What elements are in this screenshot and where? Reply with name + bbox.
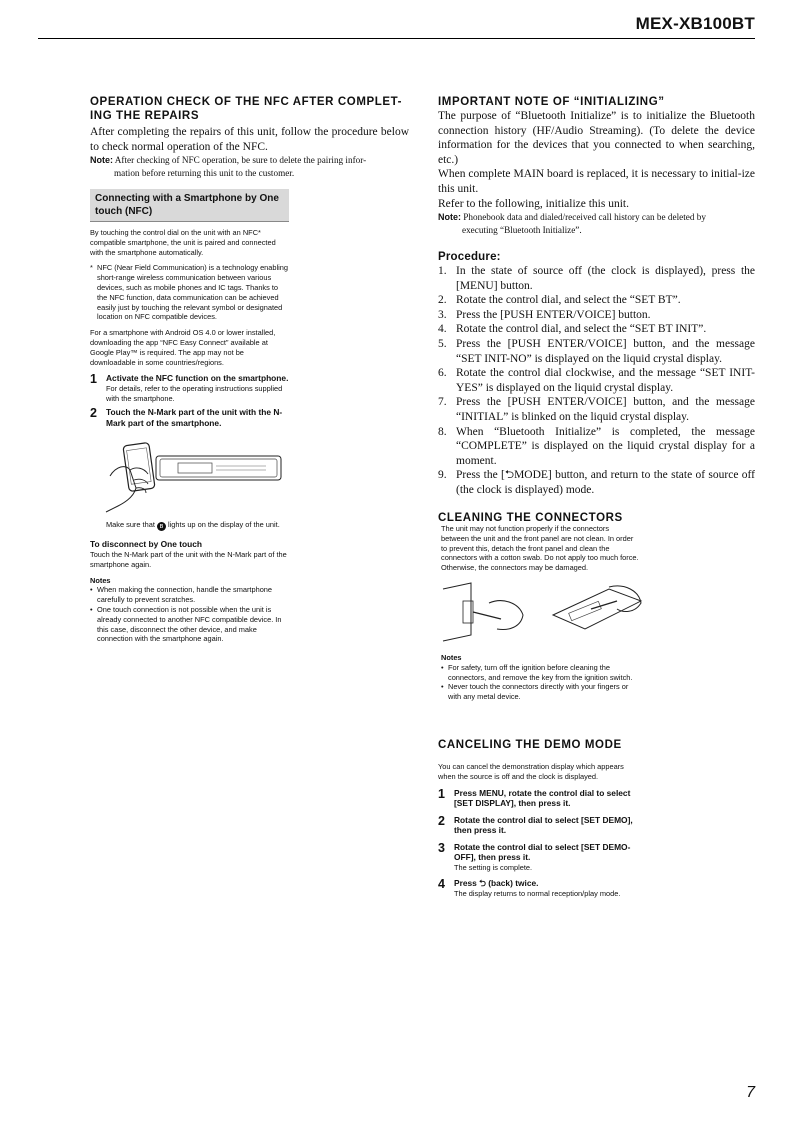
procedure-step: 1. In the state of source off (the clock is displayed), press the [MENU] button. bbox=[438, 264, 755, 292]
cleaning-note-item: • Never touch the connectors directly with your fingers or with any metal device. bbox=[441, 682, 629, 702]
procedure-list bbox=[438, 264, 755, 498]
procedure-step: 4. Rotate the control dial, and select the “SET BT INIT”. bbox=[438, 323, 707, 336]
model-header: MEX-XB100BT bbox=[635, 14, 755, 33]
procedure-step: 9. Press the [⮌MODE] button, and return to the state of source off (the clock is displayed) mode. bbox=[438, 469, 755, 496]
nfc-check-section bbox=[90, 95, 409, 179]
android-note: For a smartphone with Android OS 4.0 or lower installed, downloading the app “NFC Easy Connect” available at Google Play™ is required. The app may not be downloadable in some countries/regions. bbox=[90, 328, 276, 367]
cleaning-text: The unit may not function properly if the connectors between the unit and the front panel are not clean. In order to prevent this, detach the front panel and clean the connectors with a cotton swab. Do not apply too much force. Otherwise, the connectors may be damaged. bbox=[441, 524, 639, 573]
nfc-step-1: 1 Activate the NFC function on the smartphone. For details, refer to the operating instructions supplied with the smartphone. bbox=[90, 372, 289, 403]
demo-step: 4 Press ⮌ (back) twice. The display returns to normal reception/play mode. bbox=[438, 877, 621, 898]
left-column bbox=[90, 95, 409, 179]
procedure-step: 3. Press the [PUSH ENTER/VOICE] button. bbox=[438, 308, 651, 321]
bluetooth-icon: ʙ bbox=[157, 522, 166, 531]
procedure-title: Procedure: bbox=[438, 250, 501, 263]
init-p3: Refer to the following, initialize this unit. bbox=[438, 197, 629, 210]
demo-step: 3 Rotate the control dial to select [SET DEMO-OFF], then press it. The setting is complete. bbox=[438, 840, 631, 872]
demo-title: CANCELING THE DEMO MODE bbox=[438, 739, 622, 751]
procedure-step: 2. Rotate the control dial, and select the “SET BT”. bbox=[438, 294, 681, 307]
right-column bbox=[438, 95, 755, 525]
nfc-check-title: OPERATION CHECK OF THE NFC AFTER COMPLET- ING THE REPAIRS bbox=[90, 96, 403, 122]
back-icon: ⮌ bbox=[479, 878, 486, 889]
procedure-step: 6. Rotate the control dial clockwise, and the message “SET INIT-YES” is displayed on the liquid crystal display. bbox=[438, 367, 755, 394]
cleaning-title: CLEANING THE CONNECTORS bbox=[438, 512, 623, 525]
cleaning-note-item: • For safety, turn off the ignition before cleaning the connectors, and remove the key from the ignition switch. bbox=[441, 662, 633, 682]
nfc-touch-illustration bbox=[96, 436, 286, 514]
cleaning-section bbox=[441, 524, 639, 702]
demo-section bbox=[438, 738, 638, 899]
nfc-intro: By touching the control dial on the unit with an NFC* compatible smartphone, the unit is paired and connected with the smartphone automatically. bbox=[90, 228, 276, 257]
cleaning-notes-title: Notes bbox=[441, 652, 462, 662]
nfc-check-note: Note: After checking of NFC operation, be sure to delete the pairing infor- mation before returning this unit to the customer. bbox=[90, 155, 367, 178]
procedure-step: 7. Press the [PUSH ENTER/VOICE] button, and the message “INITIAL” is blinked on the liquid crystal display. bbox=[438, 396, 755, 423]
cleaning-illustration bbox=[441, 579, 661, 649]
demo-step: 2 Rotate the control dial to select [SET DEMO], then press it. bbox=[438, 813, 633, 836]
nfc-box-heading: Connecting with a Smartphone by One touch (NFC) bbox=[90, 189, 289, 222]
back-arrow-icon: ⮌ bbox=[504, 469, 515, 482]
procedure-step: 5. Press the [PUSH ENTER/VOICE] button, and the message “SET INIT-NO” is displayed on the liquid crystal display. bbox=[438, 337, 755, 365]
init-title: IMPORTANT NOTE OF “INITIALIZING” bbox=[438, 96, 665, 108]
header-rule bbox=[38, 38, 755, 39]
disconnect-title: To disconnect by One touch bbox=[90, 539, 202, 550]
page-number: 7 bbox=[746, 1084, 755, 1101]
init-note: Note: Phonebook data and dialed/received call history can be deleted by executing “Bluetooth Initialize”. bbox=[438, 212, 706, 235]
nfc-note-item: • When making the connection, handle the smartphone carefully to prevent scratches. bbox=[90, 585, 273, 605]
procedure-step: 8. When “Bluetooth Initialize” is completed, the message “COMPLETE” is displayed on the liquid crystal display for a moment. bbox=[438, 425, 755, 467]
init-p1: The purpose of “Bluetooth Initialize” is to initialize the Bluetooth connection history (HF/Audio Streaming). (To delete the device information for the devices that you connected to when searching, etc.) bbox=[438, 110, 755, 166]
nfc-notes-title: Notes bbox=[90, 575, 111, 585]
nfc-note-item: • One touch connection is not possible when the unit is already connected to another NFC compatible device. In this case, disconnect the other device, and make connection with the smartphone again. bbox=[90, 604, 282, 644]
demo-step: 1 Press MENU, rotate the control dial to select [SET DISPLAY], then press it. bbox=[438, 786, 631, 809]
nfc-connect-box bbox=[90, 189, 289, 644]
nfc-check-body: After completing the repairs of this unit, follow the procedure below to check normal operation of the NFC. bbox=[90, 126, 409, 153]
nfc-step-2: 2 Touch the N-Mark part of the unit with the N-Mark part of the smartphone. bbox=[90, 406, 283, 428]
nfc-caption: Make sure that ʙ lights up on the display of the unit. bbox=[106, 520, 280, 531]
demo-intro: You can cancel the demonstration display which appears when the source is off and the clock is displayed. bbox=[438, 762, 624, 781]
nfc-footnote: * NFC (Near Field Communication) is a technology enabling short-range wireless communication between various devices, such as mobile phones and IC tags. Thanks to the NFC function, data communication can be achieved easily just by touching the relevant symbol or designated location on NFC compatible devices. bbox=[90, 263, 289, 322]
disconnect-text: Touch the N-Mark part of the unit with the N-Mark part of the smartphone again. bbox=[90, 549, 287, 569]
init-p2: When complete MAIN board is replaced, it is necessary to initial-ize this unit. bbox=[438, 168, 755, 195]
